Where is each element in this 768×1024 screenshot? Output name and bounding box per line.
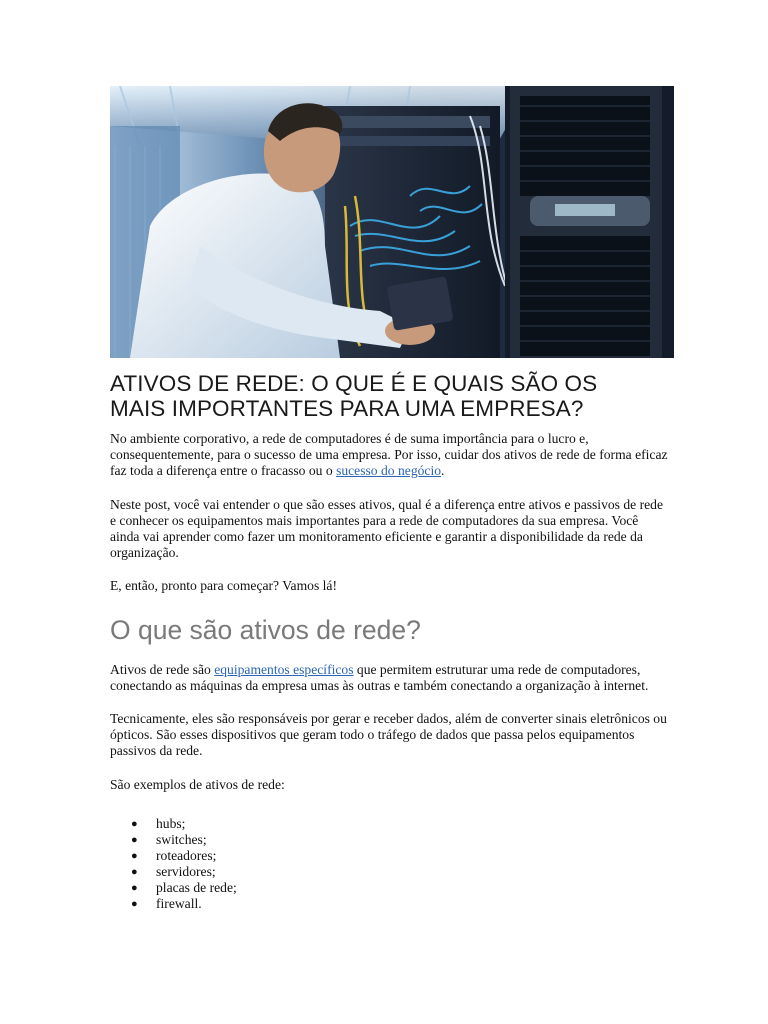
intro-period: . <box>441 463 445 479</box>
section-heading: O que são ativos de rede? <box>110 614 421 645</box>
bullet-icon: ● <box>131 865 138 878</box>
definition-text-end: que permitem estruturar uma rede de computadores, conectando as máquinas da empresa umas às outras e também conectando a organização à internet. <box>110 661 649 693</box>
link-equipamentos-especificos[interactable]: equipamentos específicos <box>214 661 354 677</box>
link-sucesso-do-negocio[interactable]: sucesso do negócio <box>336 463 442 479</box>
hero-illustration <box>110 86 674 358</box>
overview-paragraph: Neste post, você vai entender o que são esses ativos, qual é a diferença entre ativos e passivos de rede e conhecer os equipamentos mais importantes para a rede de computadores da sua empresa. Você ainda vai aprender como fazer um monitoramento eficiente e garantir a disponibilidade da rede da organização. <box>110 496 663 561</box>
hero-image <box>110 86 674 358</box>
list-item <box>110 896 670 912</box>
bullet-icon: ● <box>131 833 138 846</box>
call-to-action-paragraph: E, então, pronto para começar? Vamos lá! <box>110 578 337 594</box>
examples-intro: São exemplos de ativos de rede: <box>110 776 285 792</box>
list-item <box>110 848 670 864</box>
title-line-2: MAIS IMPORTANTES PARA UMA EMPRESA? <box>110 396 584 421</box>
list-item-text: hubs; <box>156 815 186 831</box>
intro-paragraph <box>110 431 670 480</box>
list-item <box>110 864 670 880</box>
technical-paragraph: Tecnicamente, eles são responsáveis por gerar e receber dados, além de converter sinais eletrônicos ou ópticos. São esses dispositivos que geram todo o tráfego de dados que passa pelos equipamentos passivos da rede. <box>110 711 667 759</box>
list-item-text: firewall. <box>156 895 202 911</box>
list-item-text: placas de rede; <box>156 879 237 895</box>
list-item <box>110 880 670 896</box>
list-item-text: servidores; <box>156 863 216 879</box>
bullet-icon: ● <box>131 849 138 862</box>
title-line-1: ATIVOS DE REDE: O QUE É E QUAIS SÃO OS <box>110 371 598 396</box>
list-item <box>110 832 670 848</box>
list-item-text: roteadores; <box>156 847 217 863</box>
article-title <box>110 371 670 421</box>
bullet-icon: ● <box>131 881 138 894</box>
intro-text: No ambiente corporativo, a rede de computadores é de suma importância para o lucro e, consequentemente, para o sucesso de uma empresa. Por isso, cuidar dos ativos de rede de forma eficaz faz toda a diferença entre o fracasso ou o <box>110 431 668 479</box>
article <box>110 371 670 912</box>
examples-list <box>110 816 670 912</box>
bullet-icon: ● <box>131 897 138 910</box>
list-item-text: switches; <box>156 831 207 847</box>
definition-text-start: Ativos de rede são <box>110 661 215 677</box>
definition-paragraph <box>110 662 670 694</box>
bullet-icon: ● <box>131 817 138 830</box>
list-item <box>110 816 670 832</box>
